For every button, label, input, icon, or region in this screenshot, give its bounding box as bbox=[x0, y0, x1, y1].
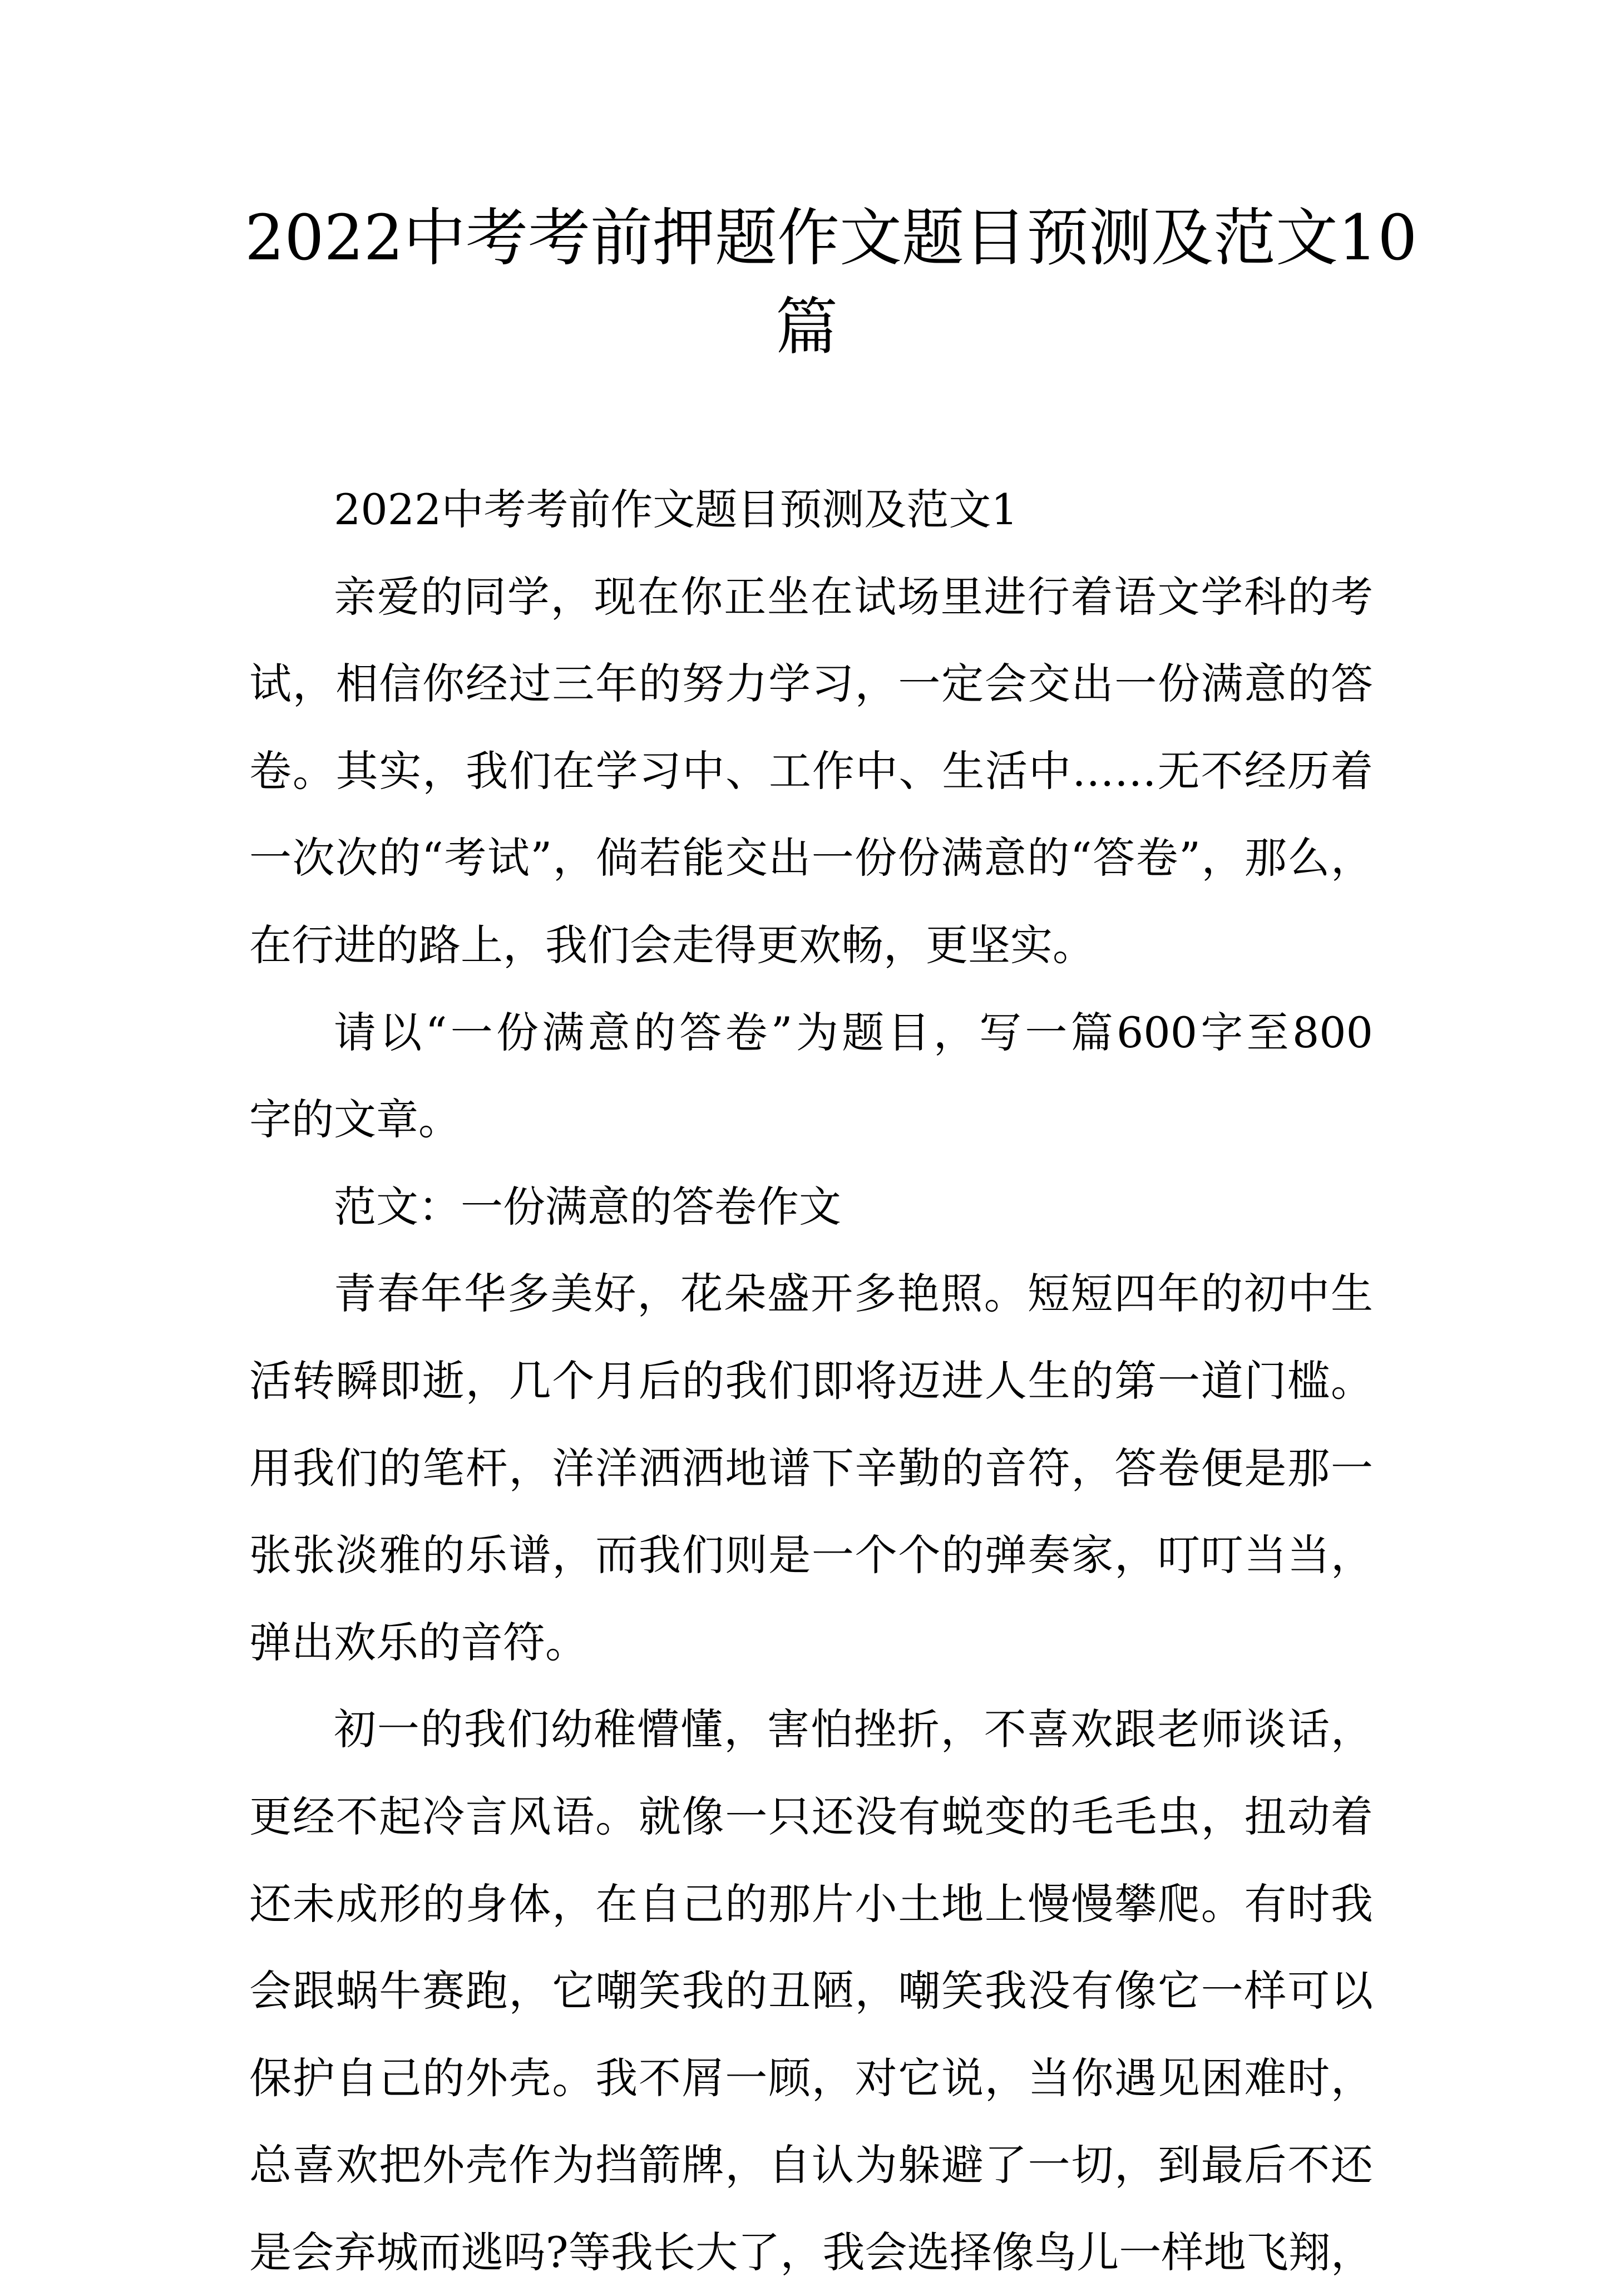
text-line: 一次次的“考试”，倘若能交出一份份满意的“答卷”，那么， bbox=[249, 833, 1373, 883]
text-line: 还未成形的身体，在自己的那片小土地上慢慢攀爬。有时我 bbox=[249, 1879, 1373, 1929]
document-body bbox=[249, 466, 1373, 2296]
text-line: 范文：一份满意的答卷作文 bbox=[334, 1181, 841, 1231]
text-line: 试，相信你经过三年的努力学习，一定会交出一份满意的答 bbox=[249, 659, 1373, 709]
text-line: 字的文章。 bbox=[249, 1095, 461, 1145]
text-line: 卷。其实，我们在学习中、工作中、生活中……无不经历着 bbox=[249, 746, 1373, 796]
text-line: 会跟蜗牛赛跑，它嘲笑我的丑陋，嘲笑我没有像它一样可以 bbox=[249, 1966, 1373, 2016]
text-line: 保护自己的外壳。我不屑一顾，对它说，当你遇见困难时， bbox=[249, 2053, 1373, 2103]
text-line: 活转瞬即逝，几个月后的我们即将迈进人生的第一道门槛。 bbox=[249, 1356, 1373, 1406]
text-line: 总喜欢把外壳作为挡箭牌，自认为躲避了一切，到最后不还 bbox=[249, 2140, 1373, 2190]
text-line: 张张淡雅的乐谱，而我们则是一个个的弹奏家，叮叮当当， bbox=[249, 1530, 1373, 1580]
text-line: 弹出欢乐的音符。 bbox=[249, 1617, 587, 1667]
text-line: 青春年华多美好，花朵盛开多艳照。短短四年的初中生 bbox=[334, 1269, 1373, 1319]
text-line: 用我们的笔杆，洋洋洒洒地谱下辛勤的音符，答卷便是那一 bbox=[249, 1443, 1373, 1493]
text-line: 2022中考考前作文题目预测及范文1 bbox=[334, 485, 1018, 534]
text-line: 亲爱的同学，现在你正坐在试场里进行着语文学科的考 bbox=[334, 571, 1373, 622]
text-line: 是会弃城而逃吗?等我长大了，我会选择像鸟儿一样地飞翔， bbox=[249, 2227, 1373, 2277]
text-line: 请以“一份满意的答卷”为题目，写一篇600字至800 bbox=[334, 1007, 1373, 1057]
text-line: 更经不起冷言风语。就像一只还没有蜕变的毛毛虫，扭动着 bbox=[249, 1791, 1373, 1841]
text-line: 在行进的路上，我们会走得更欢畅，更坚实。 bbox=[249, 920, 1095, 970]
text-line: 初一的我们幼稚懵懂，害怕挫折，不喜欢跟老师谈话， bbox=[334, 1704, 1373, 1755]
document-title-line-2: 篇 bbox=[776, 291, 838, 363]
document-title-line-1: 2022中考考前押题作文题目预测及范文10 bbox=[245, 202, 1418, 274]
